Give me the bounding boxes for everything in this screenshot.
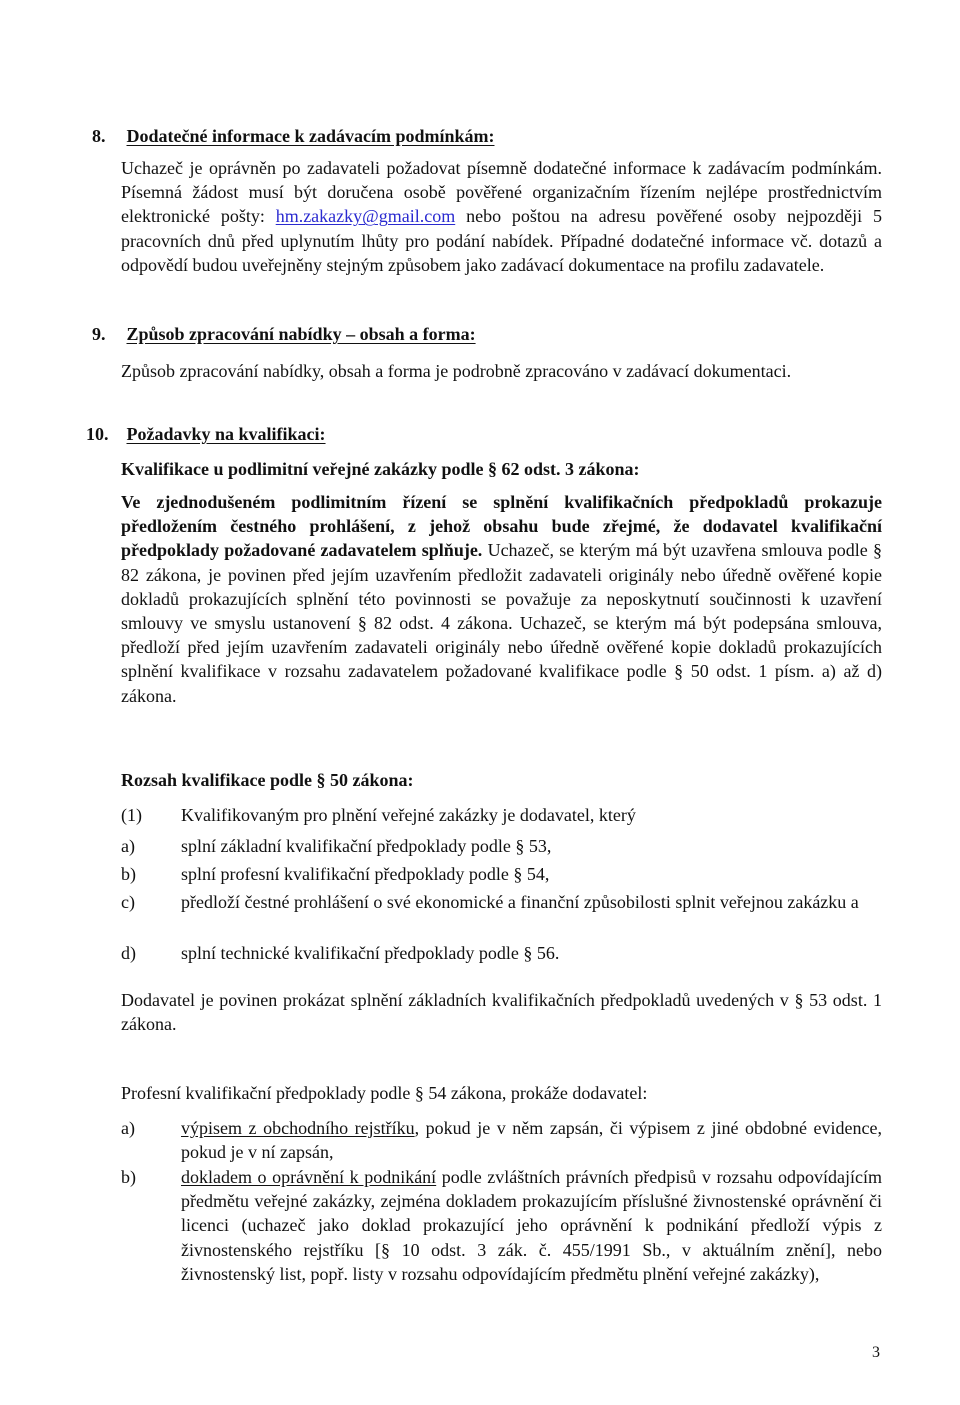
section-title: Způsob zpracování nabídky – obsah a forma:: [126, 324, 476, 344]
bold-text: Ve zjednodušeném podlimitním řízení se splnění kvalifikačních předpokladů prokazuje předložením čestného prohlášení, z jehož obsahu bude zřejmé, že dodavatel kvalifikační předpoklady požadované zadavatelem splňuje.: [121, 492, 882, 561]
section-8-heading: [92, 124, 494, 148]
section-title: Požadavky na kvalifikaci:: [126, 424, 326, 444]
list-item: [121, 803, 882, 827]
list-text: Kvalifikovaným pro plnění veřejné zakázky je dodavatel, který: [181, 805, 636, 825]
list-text-rest: , pokud je v něm zapsán, či výpisem z jiné obdobné evidence, pokud je v ní zapsán,: [181, 1118, 882, 1163]
list-label: c): [121, 892, 135, 912]
list-label: d): [121, 943, 136, 963]
subheading-qualification: Kvalifikace u podlimitní veřejné zakázky podle § 62 odst. 3 zákona:: [121, 459, 640, 479]
paragraph-basic-requirements: Dodavatel je povinen prokázat splnění základních kvalifikačních předpokladů uvedených v § 53 odst. 1 zákona.: [121, 990, 882, 1035]
list-item: [121, 1116, 882, 1164]
list-text: splní technické kvalifikační předpoklady podle § 56.: [181, 943, 560, 963]
list-item: [121, 834, 882, 858]
section-number: 10.: [86, 424, 109, 444]
list-item: [121, 941, 882, 965]
list-label: b): [121, 864, 136, 884]
list-text: předloží čestné prohlášení o své ekonomické a finanční způsobilosti splnit veřejnou zakázku a: [181, 892, 859, 912]
email-link[interactable]: hm.zakazky@gmail.com: [275, 206, 456, 227]
list-label: a): [121, 1118, 135, 1138]
section-8-paragraph: [121, 156, 882, 277]
underlined-text: výpisem z obchodního rejstříku: [181, 1118, 415, 1138]
section-9-text: Způsob zpracování nabídky, obsah a forma je podrobně zpracováno v zadávací dokumentaci.: [121, 361, 792, 381]
subheading-scope: Rozsah kvalifikace podle § 50 zákona:: [121, 770, 414, 790]
section-number: 9.: [92, 324, 106, 344]
paragraph-text: Uchazeč, se kterým má být uzavřena smlouva podle § 82 zákona, je povinen před jejím uzavřením předložit zadavateli originály nebo úředně ověřené kopie dokladů prokazujících splnění této povinnosti se považuje za neposkytnutí součinnosti k uzavření smlouvy ve smyslu ustanovení § 82 odst. 4 zákona. Uchazeč, se kterým má být podepsána smlouva, předloží před jejím uzavřením zadavateli originály nebo úředně ověřené kopie dokladů prokazujících splnění kvalifikace v rozsahu zadavatelem požadované kvalifikace podle § 50 odst. 1 písm. a) až d) zákona.: [121, 540, 882, 706]
underlined-text: dokladem o oprávnění k podnikání: [181, 1167, 437, 1187]
paragraph-text: nebo poštou na adresu pověřené osoby nejpozději 5 pracovních dnů před uplynutím lhůty pro podání nabídek. Případné dodatečné informace vč. dotazů a odpovědí budou uveřejněny stejným způsobem jako zadávací dokumentace na profilu zadavatele.: [121, 206, 882, 275]
section-9-heading: [92, 322, 476, 346]
section-number: 8.: [92, 126, 106, 146]
list-label: (1): [121, 805, 142, 825]
list-item: [121, 1165, 882, 1286]
paragraph-professional-requirements: Profesní kvalifikační předpoklady podle § 54 zákona, prokáže dodavatel:: [121, 1083, 648, 1103]
section-10-heading: [86, 422, 326, 446]
section-title: Dodatečné informace k zadávacím podmínkám:: [126, 126, 495, 146]
page-number: 3: [872, 1344, 880, 1361]
list-item: [121, 890, 882, 914]
list-item: [121, 862, 882, 886]
list-text-rest: podle zvláštních právních předpisů v rozsahu odpovídajícím předmětu veřejné zakázky, zejména dokladem prokazujícím příslušné živnostenské oprávnění či licenci (uchazeč jako doklad prokazující jeho oprávnění k podnikání předloží výpis z živnostenského rejstříku [§ 10 odst. 3 zák. č. 455/1991 Sb., v aktuálním znění], nebo živnostenský list, popř. listy v rozsahu odpovídajícím předmětu plnění veřejné zakázky),: [181, 1167, 882, 1284]
list-text: [181, 1165, 882, 1286]
list-text: splní profesní kvalifikační předpoklady podle § 54,: [181, 864, 550, 884]
paragraph-text: Uchazeč je oprávněn po zadavateli požadovat písemně dodatečné informace k zadávacím podmínkám. Písemná žádost musí být doručena osobě pověřené organizačním řízením nejlépe prostřednictvím elektronické pošty:: [121, 158, 882, 227]
list-text: splní základní kvalifikační předpoklady podle § 53,: [181, 836, 552, 856]
list-label: a): [121, 836, 135, 856]
section-10-paragraph: [121, 490, 882, 708]
list-label: b): [121, 1167, 136, 1187]
list-text: [181, 1116, 882, 1164]
